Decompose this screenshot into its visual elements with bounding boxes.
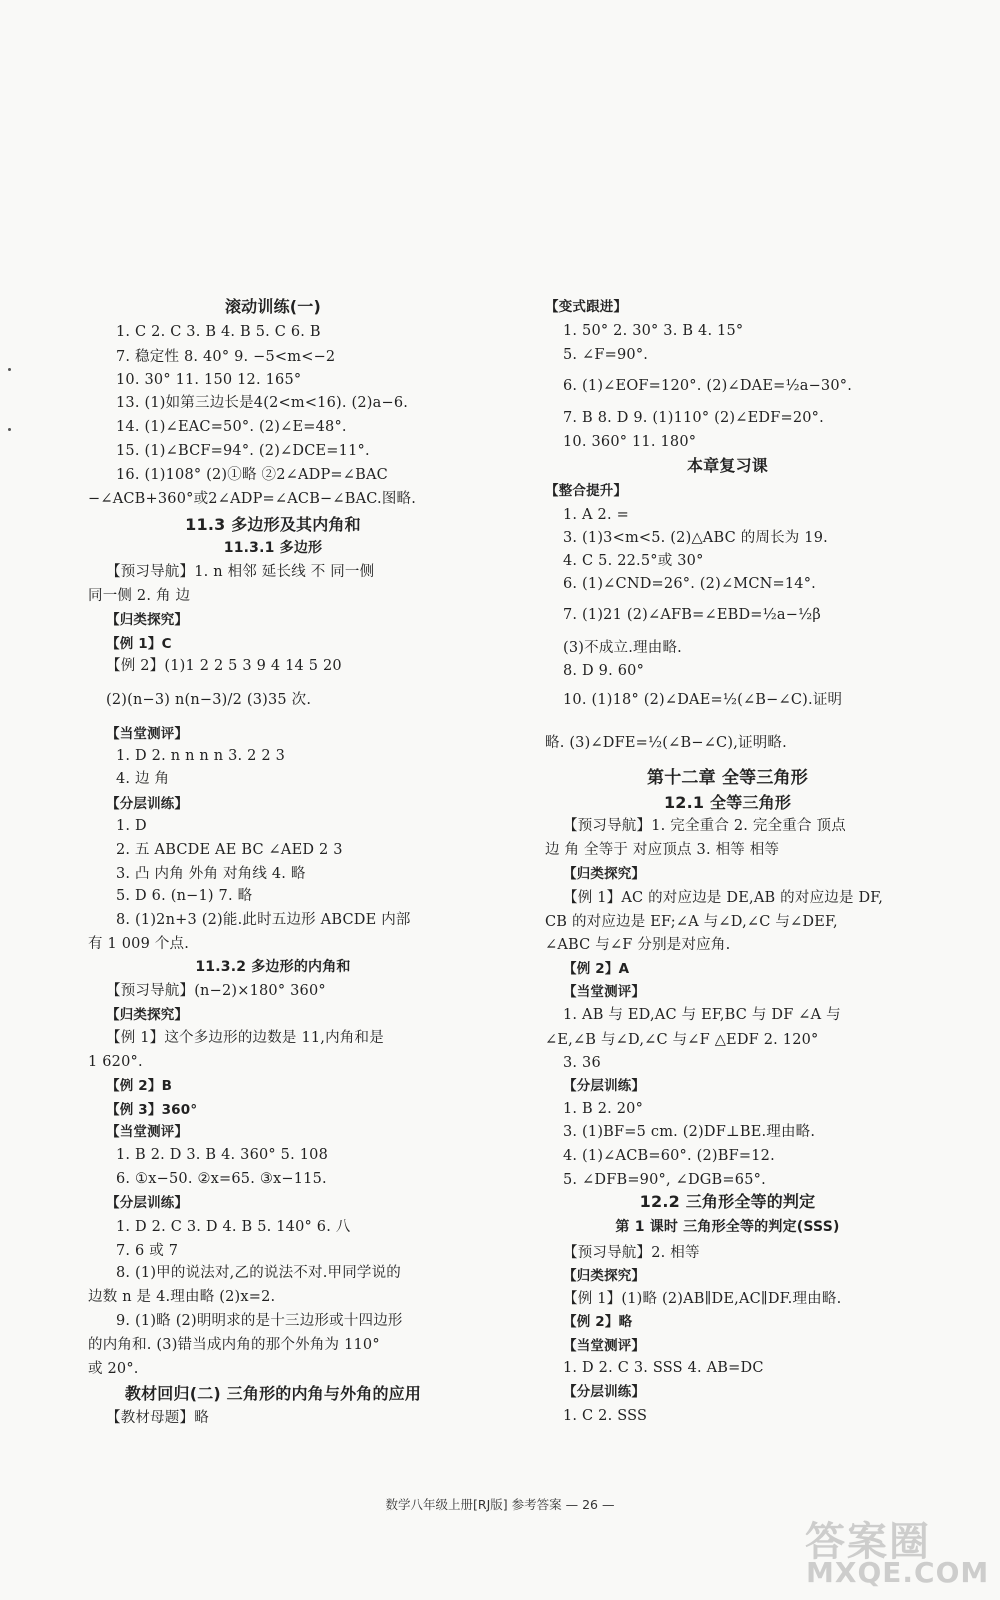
section-tag: 【当堂测评】 — [563, 984, 646, 1000]
section-heading: 11.3.1 多边形 — [223, 540, 323, 556]
answer-line: 3. (1)BF=5 cm. (2)DF⊥BE.理由略. — [563, 1124, 816, 1140]
answer-line: 的内角和. (3)错当成内角的那个外角为 110° — [88, 1337, 380, 1353]
answer-line: (3)不成立.理由略. — [563, 640, 682, 656]
section-tag: 【分层训练】 — [106, 796, 189, 812]
section-heading: 11.3.2 多边形的内角和 — [195, 959, 351, 975]
answer-line: 1. A 2. = — [563, 507, 629, 523]
answer-line: 3. 36 — [563, 1055, 601, 1071]
section-tag: 【变式跟进】 — [545, 299, 628, 315]
section-tag: 【例 1】C — [106, 636, 172, 652]
section-tag: 【例 2】B — [106, 1078, 173, 1094]
answer-line: 【预习导航】1. 完全重合 2. 完全重合 顶点 — [563, 818, 846, 834]
answer-line: 4. 边 角 — [116, 771, 170, 787]
section-heading: 12.1 全等三角形 — [663, 793, 792, 812]
answer-line: 1. B 2. D 3. B 4. 360° 5. 108 — [116, 1147, 328, 1163]
section-heading: 第 1 课时 三角形全等的判定(SSS) — [615, 1219, 840, 1235]
answer-line: 边 角 全等于 对应顶点 3. 相等 相等 — [545, 842, 780, 858]
answer-line: 9. (1)略 (2)明明求的是十三边形或十四边形 — [116, 1313, 403, 1329]
answer-line: (2)(n−3) n(n−3)/2 (3)35 次. — [106, 692, 312, 708]
answer-line: 略. (3)∠DFE=½(∠B−∠C),证明略. — [545, 735, 787, 751]
answer-line: ∠ABC 与∠F 分别是对应角. — [545, 937, 731, 953]
answer-line: 6. (1)∠CND=26°. (2)∠MCN=14°. — [563, 576, 816, 592]
answer-line: 16. (1)108° (2)①略 ②2∠ADP=∠BAC — [116, 467, 388, 483]
section-heading: 12.2 三角形全等的判定 — [639, 1192, 816, 1211]
section-tag: 【归类探究】 — [563, 866, 646, 882]
section-tag: 【归类探究】 — [563, 1268, 646, 1284]
section-tag: 【当堂测评】 — [563, 1338, 646, 1354]
answer-line: 有 1 009 个点. — [88, 936, 190, 952]
answer-line: 15. (1)∠BCF=94°. (2)∠DCE=11°. — [116, 443, 370, 459]
section-tag: 【分层训练】 — [106, 1195, 189, 1211]
answer-line: 3. (1)3<m<5. (2)△ABC 的周长为 19. — [563, 530, 828, 546]
answer-line: 10. 30° 11. 150 12. 165° — [116, 372, 302, 388]
answer-line: 2. 五 ABCDE AE BC ∠AED 2 3 — [116, 842, 343, 858]
section-tag: 【分层训练】 — [563, 1384, 646, 1400]
answer-line: 【例 1】(1)略 (2)AB∥DE,AC∥DF.理由略. — [563, 1291, 842, 1307]
section-heading: 11.3 多边形及其内角和 — [185, 515, 361, 534]
answer-line: 边数 n 是 4.理由略 (2)x=2. — [88, 1289, 276, 1305]
answer-line: 7. 6 或 7 — [116, 1243, 179, 1259]
section-tag: 【当堂测评】 — [106, 726, 189, 742]
answer-line: 【预习导航】2. 相等 — [563, 1245, 700, 1261]
scan-dot — [8, 428, 11, 431]
section-tag: 【分层训练】 — [563, 1078, 646, 1094]
section-tag: 【当堂测评】 — [106, 1124, 189, 1140]
answer-line: 6. ①x−50. ②x=65. ③x−115. — [116, 1171, 327, 1187]
answer-line: 4. C 5. 22.5°或 30° — [563, 553, 704, 569]
answer-line: 1. B 2. 20° — [563, 1101, 644, 1117]
answer-line: 1. D 2. n n n n 3. 2 2 3 — [116, 748, 286, 764]
answer-line: 14. (1)∠EAC=50°. (2)∠E=48°. — [116, 419, 347, 435]
answer-line: 【例 1】这个多边形的边数是 11,内角和是 — [106, 1030, 384, 1046]
answer-line: 1. C 2. SSS — [563, 1408, 648, 1424]
answer-line: 1. C 2. C 3. B 4. B 5. C 6. B — [116, 324, 321, 340]
answer-line: 【例 2】(1)1 2 2 5 3 9 4 14 5 20 — [106, 658, 342, 674]
section-heading: 滚动训练(一) — [224, 297, 322, 316]
section-tag: 【整合提升】 — [545, 483, 628, 499]
section-heading: 第十二章 全等三角形 — [647, 768, 808, 788]
answer-line: 【例 1】AC 的对应边是 DE,AB 的对应边是 DF, — [563, 890, 884, 906]
answer-line: 10. (1)18° (2)∠DAE=½(∠B−∠C).证明 — [563, 692, 843, 708]
answer-line: 7. B 8. D 9. (1)110° (2)∠EDF=20°. — [563, 410, 824, 426]
answer-line: 【教材母题】略 — [106, 1410, 209, 1426]
section-tag: 【例 2】A — [563, 961, 630, 977]
answer-line: ∠E,∠B 与∠D,∠C 与∠F △EDF 2. 120° — [545, 1032, 819, 1048]
answer-line: 1. AB 与 ED,AC 与 EF,BC 与 DF ∠A 与 — [563, 1007, 841, 1023]
answer-line: 8. (1)2n+3 (2)能.此时五边形 ABCDE 内部 — [116, 912, 411, 928]
answer-line: 5. ∠F=90°. — [563, 347, 649, 363]
section-tag: 【例 3】360° — [106, 1102, 198, 1118]
section-heading: 本章复习课 — [686, 456, 768, 475]
answer-line: 8. (1)甲的说法对,乙的说法不对.甲同学说的 — [116, 1265, 401, 1281]
section-tag: 【例 2】略 — [563, 1314, 633, 1330]
watermark-logo-text: 答案圈 — [805, 1519, 931, 1565]
answer-line: 3. 凸 内角 外角 对角线 4. 略 — [116, 866, 306, 882]
page-footer: 数学八年级上册[RJ版] 参考答案 — 26 — — [385, 1497, 615, 1512]
answer-line: 1. D — [116, 818, 147, 834]
answer-line: 6. (1)∠EOF=120°. (2)∠DAE=½a−30°. — [563, 378, 853, 394]
answer-line: −∠ACB+360°或2∠ADP=∠ACB−∠BAC.图略. — [88, 491, 417, 507]
section-tag: 【归类探究】 — [106, 1007, 189, 1023]
answer-line: 7. 稳定性 8. 40° 9. −5<m<−2 — [116, 349, 336, 365]
answer-line: 7. (1)21 (2)∠AFB=∠EBD=½a−½β — [563, 607, 821, 623]
answer-line: 1. D 2. C 3. D 4. B 5. 140° 6. 八 — [116, 1219, 351, 1235]
answer-line: 1. 50° 2. 30° 3. B 4. 15° — [563, 323, 744, 339]
answer-line: 1. D 2. C 3. SSS 4. AB=DC — [563, 1360, 764, 1376]
answer-line: 4. (1)∠ACB=60°. (2)BF=12. — [563, 1148, 775, 1164]
answer-line: 或 20°. — [88, 1361, 139, 1377]
answer-line: 同一侧 2. 角 边 — [88, 588, 191, 604]
scan-dot — [8, 368, 11, 371]
answer-line: 13. (1)如第三边长是4(2<m<16). (2)a−6. — [116, 395, 409, 411]
answer-line: 5. D 6. (n−1) 7. 略 — [116, 888, 253, 904]
answer-line: 【预习导航】(n−2)×180° 360° — [106, 983, 326, 999]
answer-line: 5. ∠DFB=90°, ∠DGB=65°. — [563, 1172, 766, 1188]
section-tag: 【归类探究】 — [106, 612, 189, 628]
site-watermark — [800, 1510, 990, 1590]
watermark-url: MXQE.COM — [806, 1556, 990, 1589]
section-heading: 教材回归(二) 三角形的内角与外角的应用 — [124, 1384, 422, 1403]
answer-line: 8. D 9. 60° — [563, 663, 645, 679]
answer-line: 10. 360° 11. 180° — [563, 434, 697, 450]
answer-line: 1 620°. — [88, 1054, 143, 1070]
answer-line: 【预习导航】1. n 相邻 延长线 不 同一侧 — [106, 564, 375, 580]
answer-line: CB 的对应边是 EF;∠A 与∠D,∠C 与∠DEF, — [545, 914, 838, 930]
